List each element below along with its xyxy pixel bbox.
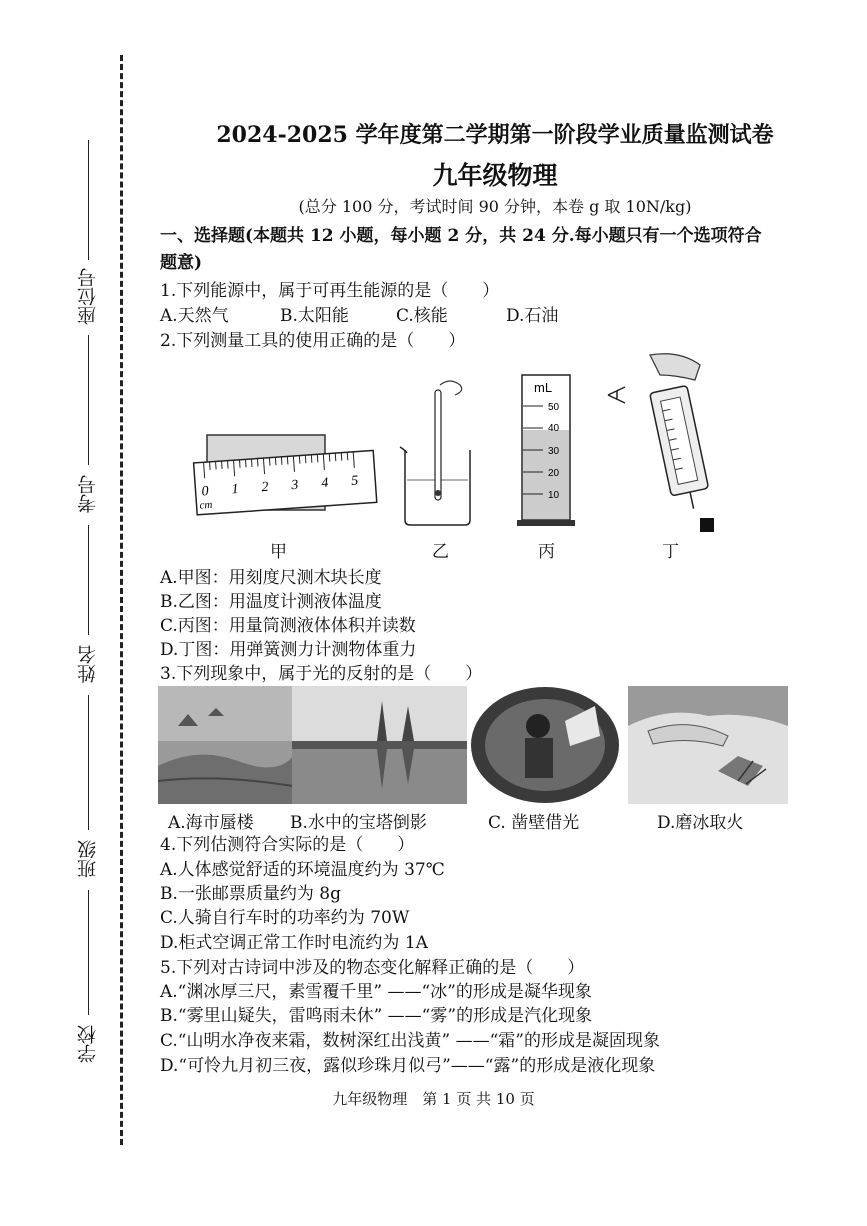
q4-option-a: A.人体感觉舒适的环境温度约为 37℃ xyxy=(160,860,445,880)
q1-option-a: A.天然气 xyxy=(160,306,229,326)
cyl-tick-40: 40 xyxy=(548,423,560,434)
section-heading: 一、选择题(本题共 12 小题，每小题 2 分，共 24 分.每小题只有一个选项符合 xyxy=(160,226,762,246)
image-mirage xyxy=(158,686,293,804)
ruler-tick-1: 1 xyxy=(231,481,240,498)
cyl-tick-30: 30 xyxy=(548,446,560,457)
q1-option-c: C.核能 xyxy=(396,306,448,326)
class-line xyxy=(88,695,89,830)
section-heading-cont: 题意) xyxy=(160,253,203,273)
q5-option-a: A.“渊冰厚三尺，素雪覆千里” ——“冰”的形成是凝华现象 xyxy=(160,982,592,1002)
exam-info: (总分 100 分，考试时间 90 分钟，本卷 g 取 10N/kg) xyxy=(298,197,692,216)
q1-option-d: D.石油 xyxy=(506,306,559,326)
page-footer: 九年级物理 第 1 页 共 10 页 xyxy=(332,1090,535,1108)
class-label: 班级 xyxy=(77,840,99,878)
q4-option-d: D.柜式空调正常工作时电流约为 1A xyxy=(160,933,428,953)
name-line xyxy=(88,525,89,635)
image-pagoda-reflection xyxy=(292,686,467,804)
image-borrowing-light xyxy=(470,686,620,804)
exam-number-label: 考号 xyxy=(77,475,99,513)
cyl-tick-50: 50 xyxy=(548,402,560,413)
cylinder-unit: mL xyxy=(534,380,553,395)
ruler-tick-0: 0 xyxy=(201,484,210,500)
fig-label-bing: 丙 xyxy=(538,542,555,562)
q3-option-b: B.水中的宝塔倒影 xyxy=(290,813,427,833)
q1-option-b: B.太阳能 xyxy=(280,306,349,326)
ruler-unit: cm xyxy=(199,498,213,512)
hand-icon xyxy=(650,354,700,380)
cyl-tick-10: 10 xyxy=(548,490,560,501)
ruler-tick-2: 2 xyxy=(260,479,270,496)
q2-option-c: C.丙图：用量筒测液体体积并读数 xyxy=(160,616,416,636)
question-2-stem: 2.下列测量工具的使用正确的是（ ） xyxy=(160,331,466,351)
school-line xyxy=(88,890,89,1015)
binding-cut-line xyxy=(120,55,123,1145)
q5-option-d: D.“可怜九月初三夜，露似珍珠月似弓”——“露”的形成是液化现象 xyxy=(160,1056,656,1076)
exam-title: 2024-2025 学年度第二学期第一阶段学业质量监测试卷 xyxy=(216,122,774,148)
question-1-options xyxy=(160,301,558,326)
fig-label-jia: 甲 xyxy=(270,542,287,562)
q4-option-c: C.人骑自行车时的功率约为 70W xyxy=(160,908,410,928)
cyl-tick-20: 20 xyxy=(548,468,560,479)
ruler-tick-3: 3 xyxy=(290,477,299,494)
figure-thermometer-beaker xyxy=(395,375,485,530)
name-label: 姓名 xyxy=(77,645,99,683)
q5-option-b: B.“雾里山疑失，雷鸣雨未休” ——“雾”的形成是汽化现象 xyxy=(160,1006,593,1026)
liquid xyxy=(523,430,569,519)
q3-option-d: D.磨冰取火 xyxy=(657,813,744,833)
q3-option-a: A.海市蜃楼 xyxy=(168,813,254,833)
q3-option-c: C. 凿壁借光 xyxy=(488,813,580,833)
seat-number-line xyxy=(88,140,89,260)
ruler-tick-4: 4 xyxy=(320,475,329,492)
figure-measuring-cylinder xyxy=(515,370,580,530)
exam-subtitle: 九年级物理 xyxy=(432,161,558,190)
q4-option-b: B.一张邮票质量约为 8g xyxy=(160,884,341,904)
thermometer xyxy=(435,390,441,500)
image-ice-fire xyxy=(628,686,788,804)
seat-number-label: 座位号 xyxy=(77,268,99,325)
q2-option-a: A.甲图：用刻度尺测木块长度 xyxy=(160,568,382,588)
q5-option-c: C.“山明水净夜来霜，数树深红出浅黄” ——“霜”的形成是凝固现象 xyxy=(160,1031,660,1051)
eye-icon xyxy=(605,383,630,408)
figure-spring-scale xyxy=(630,350,725,545)
school-label: 学校 xyxy=(77,1025,99,1063)
weight-block xyxy=(700,518,714,532)
figure-ruler xyxy=(190,425,380,525)
ruler-tick-5: 5 xyxy=(350,473,359,490)
exam-number-line xyxy=(88,335,89,465)
hand-icon xyxy=(440,381,462,395)
fig-label-ding: 丁 xyxy=(662,542,679,562)
question-4-stem: 4.下列估测符合实际的是（ ） xyxy=(160,835,415,855)
question-3-stem: 3.下列现象中，属于光的反射的是（ ） xyxy=(160,664,483,684)
q2-option-d: D.丁图：用弹簧测力计测物体重力 xyxy=(160,640,417,660)
question-5-stem: 5.下列对古诗词中涉及的物态变化解释正确的是（ ） xyxy=(160,958,585,978)
q2-option-b: B.乙图：用温度计测液体温度 xyxy=(160,592,382,612)
fig-label-yi: 乙 xyxy=(432,542,449,562)
question-1-stem: 1.下列能源中，属于可再生能源的是（ ） xyxy=(160,281,500,301)
